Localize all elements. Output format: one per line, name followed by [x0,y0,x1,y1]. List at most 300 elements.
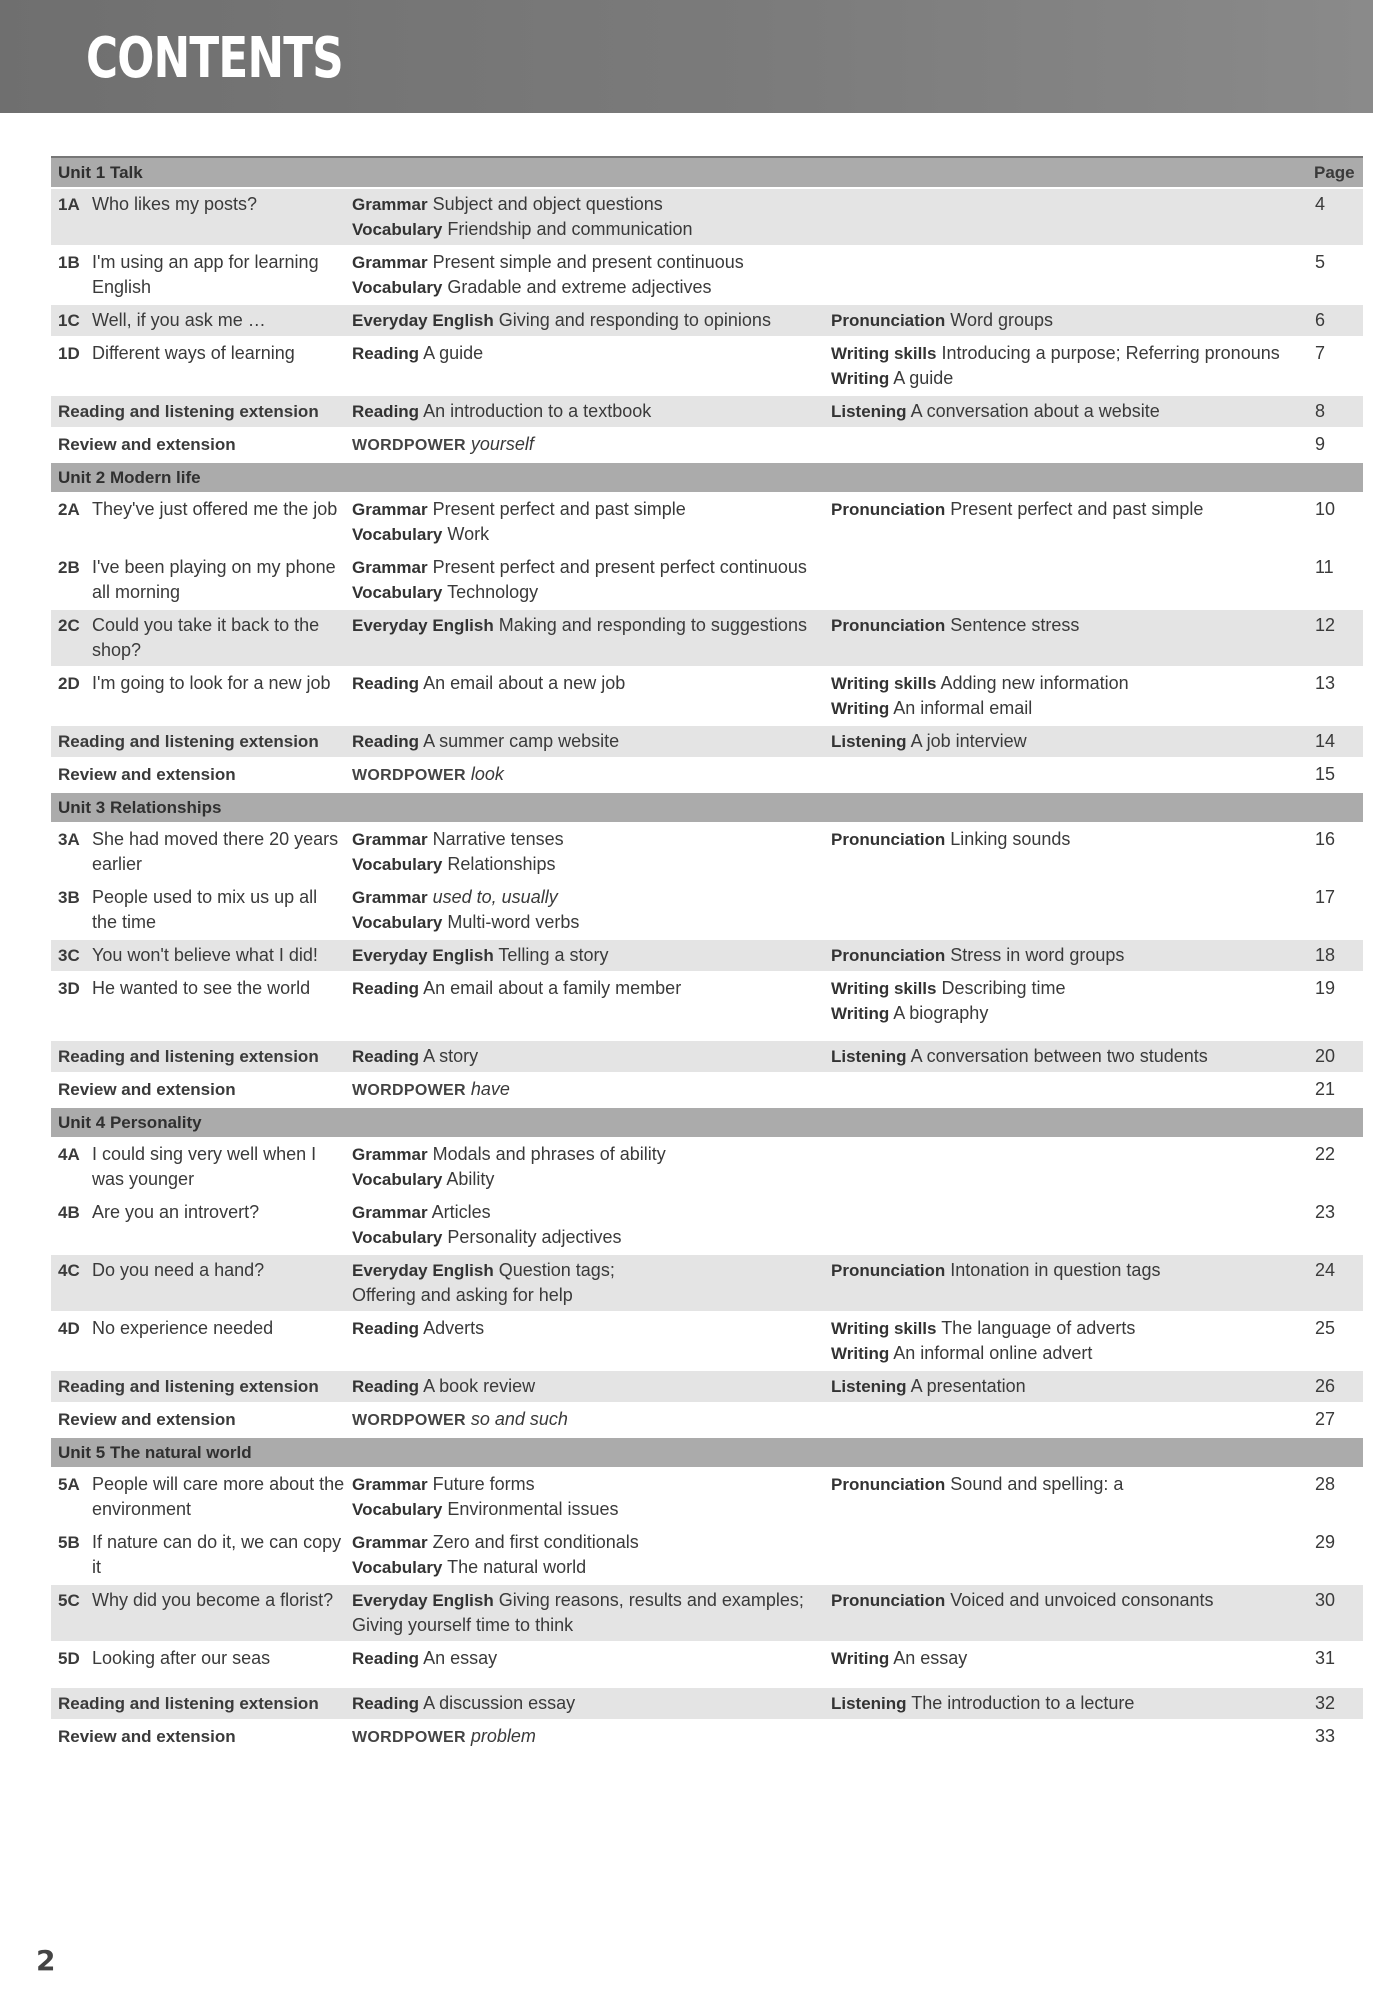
lesson-title: Are you an introvert? [92,1202,260,1222]
lesson-title: I could sing very well when I was younger [92,1144,317,1189]
page-ref: 13 [1315,673,1336,693]
main-skills [352,1374,831,1399]
skill-line [352,1691,831,1716]
contents-row [51,1313,1363,1371]
extra-skills [831,827,1302,852]
skill-topic: Present perfect and past simple [950,499,1204,519]
skill-topic: A presentation [910,1376,1026,1396]
skill-label: Vocabulary [352,1558,443,1577]
skill-label: Pronunciation [831,1591,946,1610]
contents-row [51,1688,1363,1721]
contents-row [51,882,1363,940]
skill-topic: Sentence stress [950,615,1080,635]
skill-line [831,671,1302,696]
lesson-title: She had moved there 20 years earlier [92,829,339,874]
skill-topic: Adverts [423,1318,485,1338]
skill-line [352,250,831,275]
skill-line [352,1724,831,1750]
skill-line [352,341,831,366]
lesson-title: If nature can do it, we can copy it [92,1532,342,1577]
skill-line [352,671,831,696]
skill-topic: A book review [423,1376,536,1396]
extra-skills [831,729,1302,754]
skill-label: Reading [352,1377,420,1396]
main-skills [352,432,831,458]
lesson-code: 4C [58,1261,80,1280]
skill-line [352,885,831,910]
lesson-title: Well, if you ask me … [92,310,266,330]
contents-row [51,973,1363,1031]
skill-topic: Voiced and unvoiced consonants [950,1590,1214,1610]
skill-label: Writing skills [831,344,937,363]
skill-topic: The natural world [447,1557,587,1577]
extra-skills [831,1646,1302,1671]
skill-label: Pronunciation [831,1475,946,1494]
unit-title: Unit 3 Relationships [58,798,222,817]
skill-topic: Environmental issues [447,1499,619,1519]
page-ref: 31 [1315,1648,1336,1668]
contents-row [51,1469,1363,1527]
section-title: Reading and listening extension [58,1694,319,1713]
skill-label: Vocabulary [352,855,443,874]
skill-label: Grammar [352,1145,428,1164]
unit-title: Unit 4 Personality [58,1113,202,1132]
page-ref: 24 [1315,1260,1336,1280]
page-ref: 21 [1315,1079,1336,1099]
skill-label: Listening [831,1377,907,1396]
skill-label: Reading [352,674,420,693]
skill-line [352,1167,831,1192]
extra-skills [831,1691,1302,1716]
skill-line [352,910,831,935]
lesson-code: 4D [58,1319,80,1338]
page-ref: 9 [1315,434,1326,454]
skill-label: Everyday English [352,946,494,965]
main-skills [352,555,831,605]
skill-label: Grammar [352,888,428,907]
lesson-code: 2B [58,558,80,577]
skill-line [352,613,831,638]
skill-line [352,1472,831,1497]
skill-label: Reading [352,979,420,998]
skill-topic: Present simple and present continuous [432,252,744,272]
skill-topic: Stress in word groups [950,945,1125,965]
skill-label: Pronunciation [831,830,946,849]
main-skills [352,1407,831,1433]
page-ref: 18 [1315,945,1336,965]
lesson-title: Looking after our seas [92,1648,271,1668]
lesson-code: 4A [58,1145,80,1164]
skill-line [831,1341,1302,1366]
page-ref: 26 [1315,1376,1336,1396]
skill-topic: Future forms [432,1474,535,1494]
page-ref: 8 [1315,401,1326,421]
skill-topic: Question tags; [498,1260,615,1280]
skill-line [352,1283,831,1308]
skill-topic: Zero and first conditionals [432,1532,639,1552]
page-number: 2 [36,1944,56,1977]
skill-line [352,1258,831,1283]
header-banner [0,0,1373,113]
skill-topic: Present perfect and past simple [432,499,686,519]
main-skills [352,1258,831,1308]
skill-line [831,729,1302,754]
main-skills [352,762,831,788]
main-skills [352,399,831,424]
contents-row [51,1139,1363,1197]
skill-topic: An informal online advert [893,1343,1093,1363]
unit-title: Unit 5 The natural world [58,1443,252,1462]
main-skills [352,827,831,877]
skill-label: Everyday English [352,616,494,635]
lesson-title: People will care more about the environment [92,1474,345,1519]
main-skills [352,1588,831,1638]
page-ref: 25 [1315,1318,1336,1338]
page-ref: 15 [1315,764,1336,784]
skill-line [352,192,831,217]
main-skills [352,1646,831,1671]
skill-line [831,341,1302,366]
lesson-title: I'm using an app for learning English [92,252,319,297]
skill-label: Listening [831,1694,907,1713]
lesson-code: 3C [58,946,80,965]
unit-header [51,793,1363,824]
skill-line [352,1077,831,1103]
lesson-code: 1C [58,311,80,330]
skill-topic: Giving and responding to opinions [498,310,771,330]
page-column-header: Page [1314,163,1355,182]
skill-label: Writing [831,1649,890,1668]
contents-row [51,1721,1363,1755]
skill-line [831,613,1302,638]
skill-line [352,852,831,877]
main-skills [352,613,831,638]
page-ref: 11 [1315,557,1334,577]
skill-label: Reading [352,402,420,421]
skill-label: Pronunciation [831,311,946,330]
page-ref: 23 [1315,1202,1336,1222]
page-ref: 12 [1315,615,1336,635]
skill-line [352,1613,831,1638]
skill-label: Grammar [352,558,428,577]
page-title: CONTENTS [86,26,343,91]
skill-label: Vocabulary [352,913,443,932]
skill-label: Reading [352,1694,420,1713]
skill-line [352,217,831,242]
unit-header [51,1108,1363,1139]
skill-label: Reading [352,1319,420,1338]
skill-line [831,976,1302,1001]
skill-line [352,1646,831,1671]
skill-topic: look [470,764,504,784]
main-skills [352,192,831,242]
skill-line [352,1497,831,1522]
main-skills [352,729,831,754]
skill-topic: yourself [470,434,534,454]
skill-line [352,399,831,424]
contents-row [51,759,1363,793]
skill-line [352,1407,831,1433]
skill-topic: An informal email [893,698,1033,718]
contents-row [51,1074,1363,1108]
skill-topic: Subject and object questions [432,194,663,214]
skill-label: Vocabulary [352,583,443,602]
extra-skills [831,976,1302,1026]
skill-topic: have [470,1079,510,1099]
unit-header [51,463,1363,494]
section-title: Reading and listening extension [58,402,319,421]
section-title: Review and extension [58,1727,236,1746]
lesson-code: 5B [58,1533,80,1552]
skill-line [352,580,831,605]
contents-row [51,1197,1363,1255]
skill-label: Grammar [352,500,428,519]
skill-topic: A guide [893,368,954,388]
skill-line [352,1374,831,1399]
skill-topic: Modals and phrases of ability [432,1144,666,1164]
lesson-title: Why did you become a florist? [92,1590,334,1610]
main-skills [352,976,831,1001]
skill-topic: A summer camp website [423,731,620,751]
skill-topic: Narrative tenses [432,829,564,849]
skill-line [352,555,831,580]
extra-skills [831,1588,1302,1613]
main-skills [352,250,831,300]
main-skills [352,1044,831,1069]
skill-label: Vocabulary [352,1170,443,1189]
lesson-code: 1D [58,344,80,363]
skill-line [831,308,1302,333]
contents-row [51,610,1363,668]
skill-topic: Sound and spelling: a [950,1474,1124,1494]
skill-topic: Giving reasons, results and examples; [498,1590,804,1610]
skill-line [352,308,831,333]
skill-topic: Relationships [447,854,556,874]
lesson-code: 3B [58,888,80,907]
lesson-title: They've just offered me the job [92,499,338,519]
skill-topic: The language of adverts [941,1318,1136,1338]
skill-topic: An email about a family member [423,978,682,998]
page-ref: 6 [1315,310,1326,330]
skill-label: WORDPOWER [352,437,466,454]
skill-topic: Making and responding to suggestions [498,615,807,635]
skill-label: Vocabulary [352,1228,443,1247]
skill-topic: A discussion essay [423,1693,576,1713]
skill-line [831,1646,1302,1671]
skill-topic: Multi-word verbs [447,912,580,932]
skill-topic: Linking sounds [950,829,1071,849]
unit-header [51,1438,1363,1469]
skill-topic: Articles [431,1202,491,1222]
lesson-title: Could you take it back to the shop? [92,615,320,660]
page-ref: 32 [1315,1693,1336,1713]
skill-topic: Introducing a purpose; Referring pronouns [941,343,1280,363]
extra-skills [831,1258,1302,1283]
skill-line [352,762,831,788]
contents-row [51,1255,1363,1313]
skill-topic: Work [447,524,490,544]
main-skills [352,1691,831,1716]
main-skills [352,1472,831,1522]
main-skills [352,308,831,333]
skill-topic: A job interview [910,731,1027,751]
skill-line [352,432,831,458]
extra-skills [831,671,1302,721]
lesson-code: 1A [58,195,80,214]
lesson-code: 2A [58,500,80,519]
skill-label: WORDPOWER [352,1082,466,1099]
page-ref: 4 [1315,194,1326,214]
skill-label: Reading [352,732,420,751]
skill-topic: Word groups [950,310,1054,330]
main-skills [352,1316,831,1341]
skill-label: Vocabulary [352,220,443,239]
skill-topic: used to, usually [432,887,558,907]
contents-row [51,668,1363,726]
contents-row [51,940,1363,973]
extra-skills [831,497,1302,522]
skill-topic: Telling a story [498,945,609,965]
section-title: Review and extension [58,765,236,784]
contents-row [51,726,1363,759]
skill-label: Everyday English [352,1261,494,1280]
extra-skills [831,341,1302,391]
skill-topic: A guide [423,343,484,363]
skill-topic: A biography [893,1003,989,1023]
extra-skills [831,1044,1302,1069]
contents-row [51,1585,1363,1643]
skill-line [352,827,831,852]
skill-label: WORDPOWER [352,767,466,784]
skill-topic: Giving yourself time to think [352,1615,574,1635]
extra-skills [831,613,1302,638]
skill-line [831,497,1302,522]
skill-label: Grammar [352,195,428,214]
skill-label: Writing [831,699,890,718]
skill-topic: An essay [423,1648,498,1668]
skill-topic: An email about a new job [423,673,626,693]
contents-row [51,396,1363,429]
extra-skills [831,1316,1302,1366]
skill-label: Writing [831,1344,890,1363]
unit-header [51,158,1363,189]
extra-skills [831,1374,1302,1399]
extra-skills [831,943,1302,968]
skill-line [831,696,1302,721]
skill-line [352,1142,831,1167]
skill-label: Writing [831,1004,890,1023]
skill-line [352,1316,831,1341]
contents-row [51,1371,1363,1404]
section-title: Review and extension [58,1410,236,1429]
skill-label: Writing skills [831,1319,937,1338]
skill-line [831,827,1302,852]
skill-line [352,1530,831,1555]
lesson-code: 1B [58,253,80,272]
lesson-code: 3D [58,979,80,998]
contents-row [51,429,1363,463]
main-skills [352,1142,831,1192]
page-ref: 27 [1315,1409,1336,1429]
skill-topic: Describing time [941,978,1066,998]
skill-topic: problem [470,1726,536,1746]
contents-row [51,247,1363,305]
skill-topic: Gradable and extreme adjectives [447,277,712,297]
skill-line [831,1374,1302,1399]
skill-label: Reading [352,344,420,363]
lesson-code: 5D [58,1649,80,1668]
skill-topic: Technology [447,582,539,602]
contents-row [51,1643,1363,1676]
main-skills [352,1200,831,1250]
skill-topic: Intonation in question tags [950,1260,1161,1280]
lesson-code: 5A [58,1475,80,1494]
extra-skills [831,399,1302,424]
main-skills [352,1530,831,1580]
lesson-code: 3A [58,830,80,849]
skill-label: Grammar [352,1203,428,1222]
skill-line [831,943,1302,968]
page-ref: 20 [1315,1046,1336,1066]
skill-line [831,1044,1302,1069]
skill-topic: The introduction to a lecture [911,1693,1135,1713]
section-title: Reading and listening extension [58,732,319,751]
skill-line [352,976,831,1001]
skill-label: Vocabulary [352,278,443,297]
skill-label: Reading [352,1047,420,1066]
extra-skills [831,308,1302,333]
skill-topic: so and such [470,1409,568,1429]
lesson-title: I've been playing on my phone all morning [92,557,336,602]
page-ref: 17 [1315,887,1336,907]
contents-row [51,494,1363,552]
skill-line [352,729,831,754]
contents-row [51,189,1363,247]
skill-topic: Present perfect and present perfect continuous [432,557,807,577]
skill-label: Writing skills [831,674,937,693]
page-ref: 14 [1315,731,1336,751]
skill-line [831,1588,1302,1613]
skill-topic: Offering and asking for help [352,1285,573,1305]
contents-table [51,156,1363,1755]
skill-label: Grammar [352,1533,428,1552]
main-skills [352,497,831,547]
lesson-title: People used to mix us up all the time [92,887,318,932]
skill-line [352,1588,831,1613]
skill-label: Writing skills [831,979,937,998]
skill-label: Vocabulary [352,525,443,544]
lesson-code: 4B [58,1203,80,1222]
skill-topic: Personality adjectives [447,1227,622,1247]
skill-line [352,497,831,522]
skill-label: Pronunciation [831,946,946,965]
page-ref: 10 [1315,499,1336,519]
unit-title: Unit 2 Modern life [58,468,201,487]
skill-line [352,1200,831,1225]
skill-line [352,943,831,968]
skill-topic: A conversation about a website [910,401,1160,421]
section-title: Review and extension [58,435,236,454]
page-ref: 22 [1315,1144,1336,1164]
main-skills [352,341,831,366]
skill-line [352,275,831,300]
main-skills [352,1724,831,1750]
skill-topic: Friendship and communication [447,219,693,239]
skill-line [831,1472,1302,1497]
page-ref: 29 [1315,1532,1336,1552]
skill-label: Grammar [352,830,428,849]
page-ref: 33 [1315,1726,1336,1746]
